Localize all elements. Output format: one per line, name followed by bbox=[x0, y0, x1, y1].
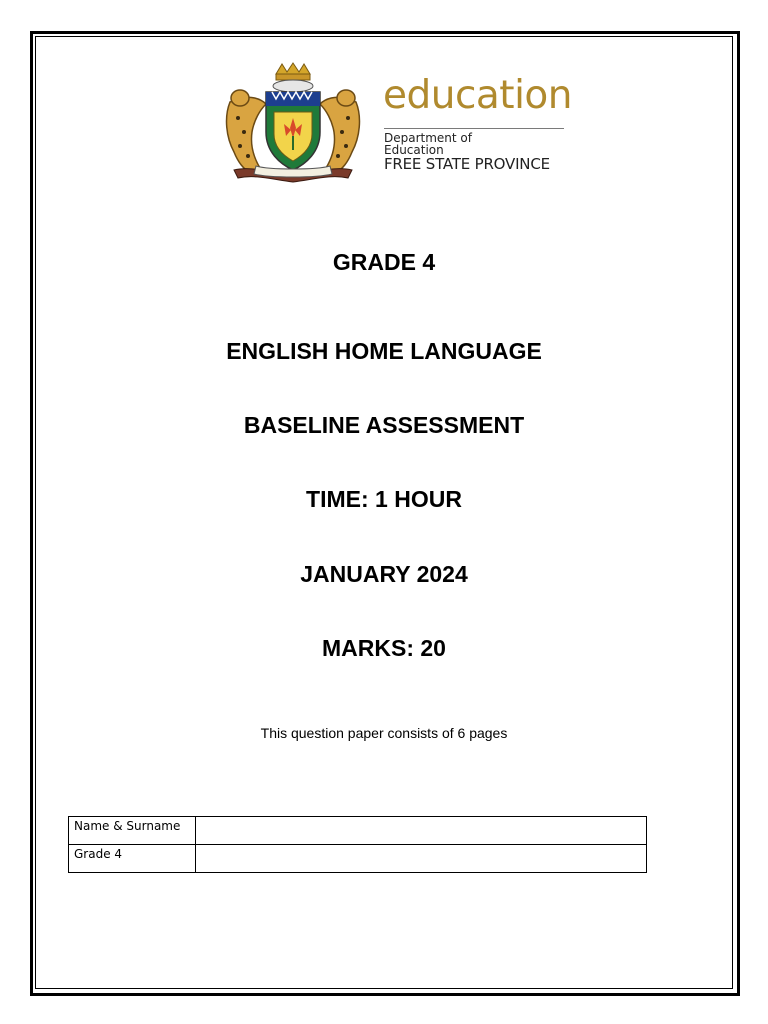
marks-title: MARKS: 20 bbox=[322, 635, 446, 661]
coat-of-arms-icon bbox=[220, 62, 366, 186]
assessment-title: BASELINE ASSESSMENT bbox=[243, 412, 525, 438]
name-surname-label: Name & Surname bbox=[69, 817, 196, 845]
table-row bbox=[69, 845, 647, 873]
department-logo bbox=[220, 62, 580, 186]
brand-wordmark: education bbox=[383, 73, 573, 118]
date-title: JANUARY 2024 bbox=[300, 561, 468, 587]
subject-title: ENGLISH HOME LANGUAGE bbox=[226, 338, 542, 364]
department-line-2: Education bbox=[384, 143, 444, 157]
table-row bbox=[69, 817, 647, 845]
learner-info-table bbox=[68, 816, 647, 873]
brand-divider bbox=[384, 128, 564, 129]
time-title: TIME: 1 HOUR bbox=[306, 486, 462, 512]
grade-title: GRADE 4 bbox=[332, 249, 436, 275]
department-line-1: Department of bbox=[384, 131, 472, 145]
province-name: FREE STATE PROVINCE bbox=[384, 155, 550, 173]
pages-note: This question paper consists of 6 pages bbox=[260, 725, 508, 741]
name-surname-field[interactable] bbox=[196, 817, 647, 845]
grade-label: Grade 4 bbox=[69, 845, 196, 873]
grade-field[interactable] bbox=[196, 845, 647, 873]
